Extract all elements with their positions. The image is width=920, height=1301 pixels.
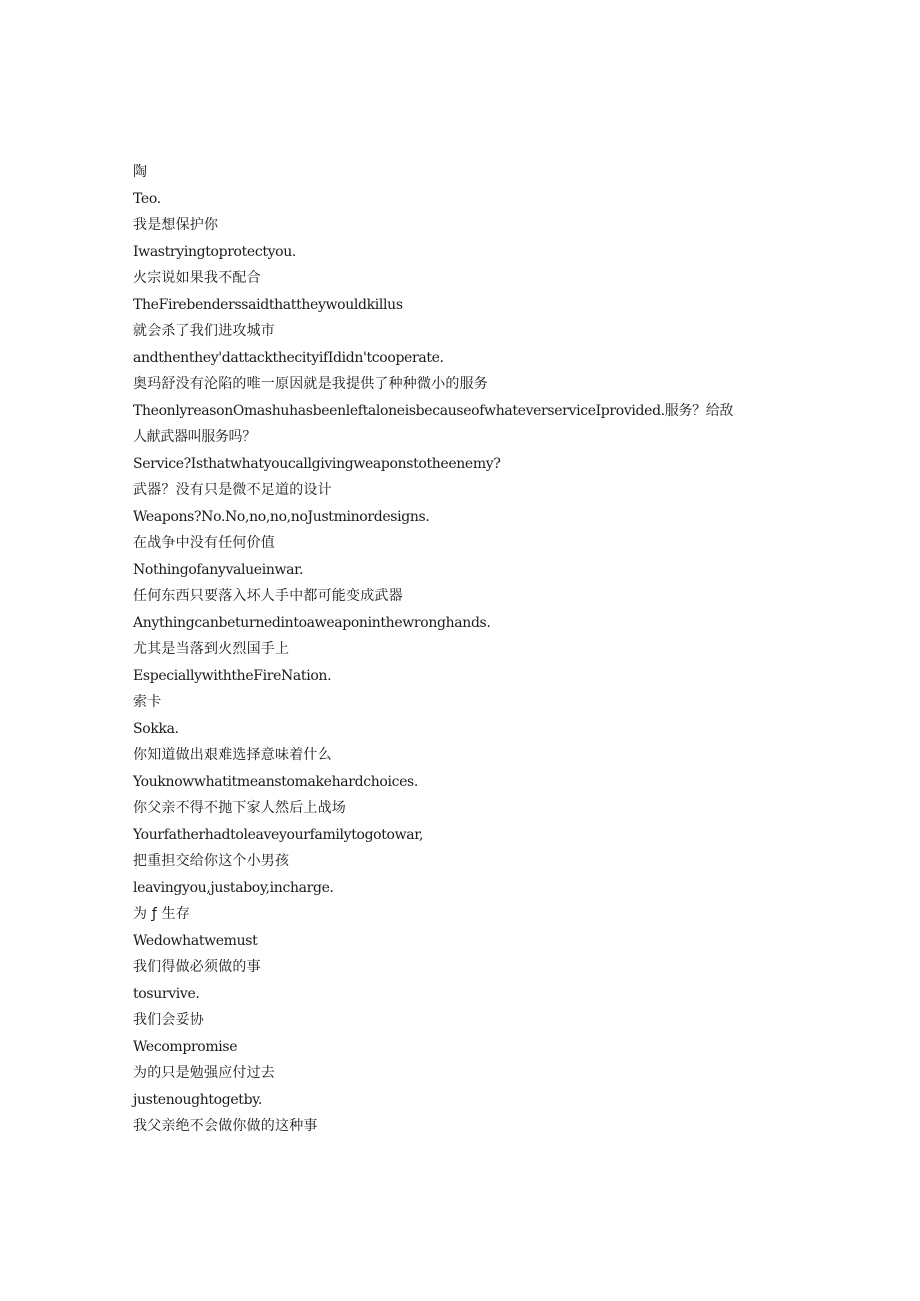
transcript-line: 把重担交给你这个小男孩 [133, 853, 290, 869]
transcript-line: 在战争中没有任何价值 [133, 535, 275, 551]
transcript-line: 我是想保护你 [133, 217, 219, 233]
transcript-line: 你知道做出艰难选择意味着什么 [133, 747, 332, 763]
transcript-line: Youknowwhatitmeanstomakehardchoices. [133, 773, 418, 790]
transcript-line: EspeciallywiththeFireNation. [133, 667, 332, 684]
transcript-line: 尤其是当落到火烈国手上 [133, 641, 290, 657]
transcript-line: Anythingcanbeturnedintoaweaponinthewronghands. [133, 614, 491, 631]
transcript-line: leavingyou,justaboy,incharge. [133, 879, 334, 896]
transcript-line: 我们得做必须做的事 [133, 959, 261, 975]
transcript-line: andthenthey'dattackthecityifIdidn'tcooperate. [133, 349, 444, 366]
transcript-line: 奥玛舒没有沦陷的唯一原因就是我提供了种种微小的服务 [133, 376, 488, 392]
transcript-line: TheonlyreasonOmashuhasbeenleftaloneisbecauseofwhateverserviceIprovided.服务？给敌人献武器叫服务吗？ [133, 402, 734, 445]
transcript-line: 陶 [133, 164, 148, 180]
transcript-line: 为 ƒ 生存 [133, 906, 191, 922]
transcript-line: tosurvive. [133, 985, 200, 1002]
transcript-line: 武器？没有只是微不足道的设计 [133, 482, 332, 498]
transcript-line: 就会杀了我们进攻城市 [133, 323, 275, 339]
transcript-line: Yourfatherhadtoleaveyourfamilytogotowar, [133, 826, 424, 843]
transcript-line: 我父亲绝不会做你做的这种事 [133, 1118, 318, 1134]
transcript-line: 为的只是勉强应付过去 [133, 1065, 275, 1081]
transcript-line: 你父亲不得不抛下家人然后上战场 [133, 800, 346, 816]
transcript-line: Iwastryingtoprotectyou. [133, 243, 296, 260]
transcript-line: 任何东西只要落入坏人手中都可能变成武器 [133, 588, 403, 604]
transcript-line: TheFirebenderssaidthattheywouldkillus [133, 296, 403, 313]
transcript-line: Service?Isthatwhatyoucallgivingweaponstotheenemy? [133, 455, 501, 472]
transcript-line: justenoughtogetby. [133, 1091, 262, 1108]
transcript-line: Wecompromise [133, 1038, 238, 1055]
transcript-line: Sokka. [133, 720, 179, 737]
transcript-line: Nothingofanyvalueinwar. [133, 561, 304, 578]
transcript-line: Weapons?No.No,no,no,noJustminordesigns. [133, 508, 430, 525]
transcript-line: Wedowhatwemust [133, 932, 258, 949]
transcript-line: 我们会妥协 [133, 1012, 204, 1028]
subtitle-transcript [133, 159, 743, 1140]
transcript-line: 火宗说如果我不配合 [133, 270, 261, 286]
transcript-line: Teo. [133, 190, 161, 207]
transcript-line: 索卡 [133, 694, 162, 710]
